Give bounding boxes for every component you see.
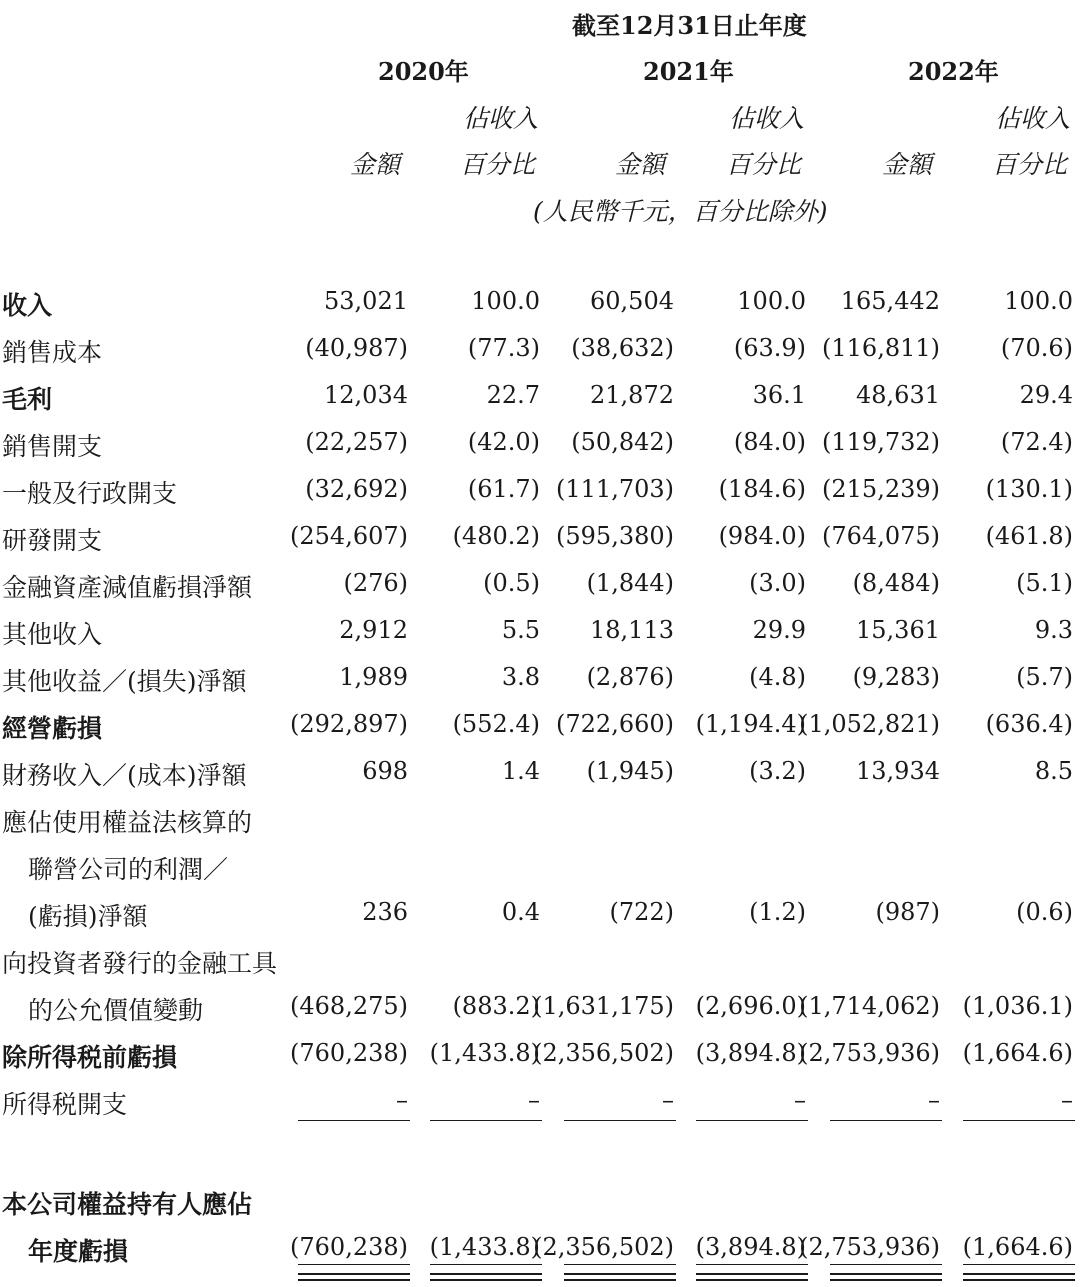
cell-amount-2020: 2,912: [339, 616, 408, 644]
cell-pct-2021: (1,194.4): [695, 710, 806, 738]
row-label: 銷售成本: [2, 338, 103, 367]
cell-amount-2022: 15,361: [856, 616, 940, 644]
cell-amount-2022: (1,052,821): [799, 710, 940, 738]
total-double-underline: [830, 1273, 942, 1281]
row-label: 研發開支: [2, 526, 103, 555]
cell-amount-2022: (2,753,936): [799, 1039, 940, 1067]
cell-amount-2022: 165,442: [840, 287, 940, 315]
pct-header-2022-line2: 百分比: [992, 150, 1068, 179]
row-label: (虧損)淨額: [28, 902, 148, 931]
cell-pct-2021: (3,894.8): [695, 1039, 806, 1067]
cell-pct-2020: 1.4: [501, 757, 540, 785]
cell-amount-2021: (1,945): [586, 757, 674, 785]
total-amount-2020: (760,238): [290, 1233, 408, 1261]
cell-amount-2021: (38,632): [571, 334, 674, 362]
cell-amount-2020: (40,987): [305, 334, 408, 362]
cell-amount-2022: (9,283): [852, 663, 940, 691]
cell-amount-2020: (292,897): [290, 710, 408, 738]
cell-amount-2020: (468,275): [290, 992, 408, 1020]
year-2021-header: 2021年: [643, 57, 734, 86]
cell-amount-2021: 21,872: [590, 381, 674, 409]
total-underline: [830, 1264, 942, 1265]
cell-amount-2020: (254,607): [290, 522, 408, 550]
cell-amount-2021: 60,504: [590, 287, 674, 315]
cell-pct-2022: 100.0: [1004, 287, 1073, 315]
cell-pct-2021: 36.1: [752, 381, 806, 409]
total-underline: [696, 1264, 808, 1265]
cell-pct-2022: 9.3: [1034, 616, 1073, 644]
total-underline: [430, 1264, 542, 1265]
cell-pct-2020: 5.5: [501, 616, 540, 644]
subtotal-underline: [830, 1120, 942, 1121]
pct-header-2021-line2: 百分比: [726, 150, 802, 179]
cell-pct-2022: (1,036.1): [962, 992, 1073, 1020]
pct-header-2020-line2: 百分比: [460, 150, 536, 179]
cell-pct-2020: (61.7): [467, 475, 540, 503]
cell-pct-2020: (77.3): [467, 334, 540, 362]
cell-pct-2021: –: [794, 1086, 806, 1114]
cell-pct-2020: (0.5): [483, 569, 540, 597]
pct-header-2020-line1: 佔收入: [463, 104, 539, 133]
cell-pct-2022: 8.5: [1034, 757, 1073, 785]
cell-amount-2022: (8,484): [852, 569, 940, 597]
cell-pct-2021: 100.0: [737, 287, 806, 315]
cell-pct-2021: 29.9: [752, 616, 806, 644]
cell-pct-2022: (1,664.6): [962, 1039, 1073, 1067]
total-underline: [963, 1264, 1075, 1265]
cell-amount-2022: (119,732): [822, 428, 940, 456]
amount-header-2022: 金額: [882, 150, 933, 179]
cell-pct-2022: 29.4: [1019, 381, 1073, 409]
row-label: 一般及行政開支: [2, 479, 178, 508]
total-pct-2022: (1,664.6): [962, 1233, 1073, 1261]
subtotal-underline: [430, 1120, 542, 1121]
total-amount-2022: (2,753,936): [799, 1233, 940, 1261]
cell-pct-2022: (0.6): [1016, 898, 1073, 926]
cell-pct-2021: (84.0): [733, 428, 806, 456]
cell-amount-2020: 1,989: [339, 663, 408, 691]
row-label: 所得税開支: [2, 1090, 128, 1119]
cell-amount-2021: (595,380): [556, 522, 674, 550]
cell-amount-2020: 236: [362, 898, 408, 926]
total-double-underline: [963, 1273, 1075, 1281]
cell-amount-2020: (32,692): [305, 475, 408, 503]
cell-amount-2020: –: [396, 1086, 408, 1114]
cell-pct-2022: (5.1): [1016, 569, 1073, 597]
total-underline: [564, 1264, 676, 1265]
cell-pct-2020: 3.8: [501, 663, 540, 691]
total-label-line1: 本公司權益持有人應佔: [2, 1190, 253, 1219]
cell-amount-2022: –: [928, 1086, 940, 1114]
cell-amount-2021: (50,842): [571, 428, 674, 456]
cell-pct-2022: (461.8): [985, 522, 1073, 550]
year-2022-header: 2022年: [908, 57, 999, 86]
cell-pct-2022: –: [1061, 1086, 1073, 1114]
cell-pct-2022: (5.7): [1016, 663, 1073, 691]
amount-header-2020: 金額: [350, 150, 401, 179]
cell-pct-2020: (480.2): [452, 522, 540, 550]
cell-pct-2021: (984.0): [718, 522, 806, 550]
cell-amount-2021: (2,876): [586, 663, 674, 691]
cell-pct-2022: (636.4): [985, 710, 1073, 738]
amount-header-2021: 金額: [615, 150, 666, 179]
pct-header-2021-line1: 佔收入: [729, 104, 805, 133]
subtotal-underline: [696, 1120, 808, 1121]
cell-amount-2021: –: [662, 1086, 674, 1114]
row-label: 銷售開支: [2, 432, 103, 461]
cell-pct-2020: (1,433.8): [429, 1039, 540, 1067]
row-label: 除所得税前虧損: [2, 1043, 178, 1072]
subtotal-underline: [564, 1120, 676, 1121]
cell-amount-2022: (215,239): [822, 475, 940, 503]
cell-amount-2022: (1,714,062): [799, 992, 940, 1020]
cell-pct-2020: (552.4): [452, 710, 540, 738]
cell-amount-2020: (276): [343, 569, 408, 597]
row-label: 金融資產減值虧損淨額: [2, 573, 253, 602]
year-2020-header: 2020年: [378, 57, 469, 86]
cell-pct-2020: (883.2): [452, 992, 540, 1020]
row-label: 其他收入: [2, 620, 103, 649]
cell-pct-2020: 100.0: [471, 287, 540, 315]
total-label-line2: 年度虧損: [28, 1237, 129, 1266]
cell-amount-2021: (722,660): [556, 710, 674, 738]
cell-amount-2020: 12,034: [324, 381, 408, 409]
total-underline: [298, 1264, 410, 1265]
cell-amount-2022: (764,075): [822, 522, 940, 550]
cell-amount-2022: (116,811): [822, 334, 940, 362]
cell-pct-2021: (184.6): [718, 475, 806, 503]
row-label: 其他收益／(損失)淨額: [2, 667, 247, 696]
total-double-underline: [298, 1273, 410, 1281]
total-double-underline: [696, 1273, 808, 1281]
cell-amount-2020: (22,257): [305, 428, 408, 456]
cell-amount-2020: (760,238): [290, 1039, 408, 1067]
total-double-underline: [564, 1273, 676, 1281]
cell-pct-2020: 22.7: [486, 381, 540, 409]
cell-amount-2022: 13,934: [856, 757, 940, 785]
cell-amount-2020: 53,021: [324, 287, 408, 315]
cell-pct-2022: (70.6): [1000, 334, 1073, 362]
cell-amount-2022: 48,631: [856, 381, 940, 409]
total-pct-2020: (1,433.8): [429, 1233, 540, 1261]
row-label: 的公允價值變動: [28, 996, 204, 1025]
cell-amount-2021: (722): [609, 898, 674, 926]
subtotal-underline: [298, 1120, 410, 1121]
total-amount-2021: (2,356,502): [533, 1233, 674, 1261]
cell-pct-2021: (3.0): [749, 569, 806, 597]
total-pct-2021: (3,894.8): [695, 1233, 806, 1261]
cell-pct-2022: (130.1): [985, 475, 1073, 503]
total-double-underline: [430, 1273, 542, 1281]
cell-amount-2022: (987): [875, 898, 940, 926]
row-label: 經營虧損: [2, 714, 103, 743]
cell-pct-2020: –: [528, 1086, 540, 1114]
cell-amount-2020: 698: [362, 757, 408, 785]
cell-pct-2020: (42.0): [467, 428, 540, 456]
cell-pct-2022: (72.4): [1000, 428, 1073, 456]
cell-pct-2021: (2,696.0): [695, 992, 806, 1020]
cell-amount-2021: 18,113: [590, 616, 674, 644]
cell-amount-2021: (111,703): [556, 475, 674, 503]
cell-amount-2021: (1,631,175): [533, 992, 674, 1020]
period-header: 截至12月31日止年度: [572, 11, 807, 40]
row-label: 收入: [2, 291, 53, 320]
row-label: 應佔使用權益法核算的: [2, 808, 253, 837]
cell-pct-2020: 0.4: [501, 898, 540, 926]
pct-header-2022-line1: 佔收入: [995, 104, 1071, 133]
cell-amount-2021: (1,844): [586, 569, 674, 597]
cell-pct-2021: (4.8): [749, 663, 806, 691]
row-label: 財務收入／(成本)淨額: [2, 761, 247, 790]
cell-pct-2021: (63.9): [733, 334, 806, 362]
cell-pct-2021: (1.2): [749, 898, 806, 926]
cell-pct-2021: (3.2): [749, 757, 806, 785]
subtotal-underline: [963, 1120, 1075, 1121]
row-label: 聯營公司的利潤／: [28, 855, 229, 884]
cell-amount-2021: (2,356,502): [533, 1039, 674, 1067]
row-label: 向投資者發行的金融工具: [2, 949, 278, 978]
row-label: 毛利: [2, 385, 53, 414]
unit-note: (人民幣千元，百分比除外): [533, 197, 828, 226]
